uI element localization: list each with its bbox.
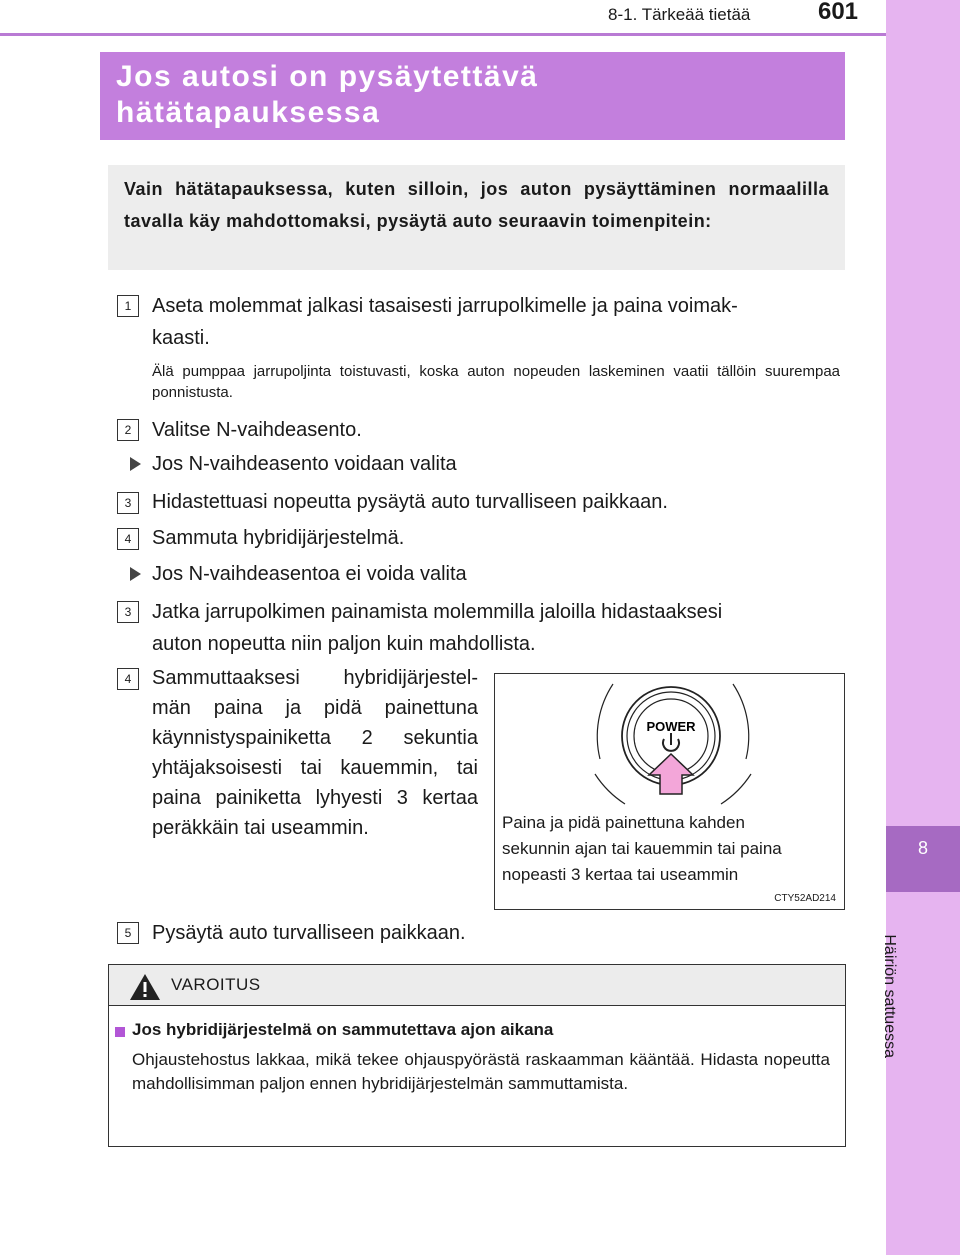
step-number: 3	[117, 601, 139, 623]
step-note: Älä pumppaa jarrupoljinta toistuvasti, koska auton nopeuden laskeminen vaatii tällöin suurempaa ponnistusta.	[152, 363, 840, 401]
step-text-line: Jatka jarrupolkimen painamista molemmilla jaloilla hidastaaksesi	[152, 601, 723, 623]
power-label: POWER	[646, 719, 696, 734]
step-text	[152, 663, 478, 843]
page-title-line1: Jos autosi on pysäytettävä	[116, 60, 539, 93]
page-title	[116, 59, 538, 131]
figure-caption-line: nopeasti 3 kertaa tai useammin	[502, 865, 739, 884]
step-number: 1	[117, 295, 139, 317]
chapter-number-tab	[886, 826, 960, 892]
step-text-line: yhtäjaksoisesti tai kauemmin, tai	[152, 757, 478, 779]
step-text-line: käynnistyspainiketta 2 sekuntia	[152, 727, 478, 749]
warning-triangle-icon	[129, 973, 161, 1001]
condition-heading: Jos N-vaihdeasento voidaan valita	[152, 453, 457, 475]
step-number: 5	[117, 922, 139, 944]
power-button-illustration	[495, 674, 844, 814]
warning-header	[109, 965, 845, 1006]
bullet-square-icon	[115, 1027, 125, 1037]
step-number: 4	[117, 668, 139, 690]
step-text: Pysäytä auto turvalliseen paikkaan.	[152, 922, 466, 944]
figure-caption-line: sekunnin ajan tai kauemmin tai paina	[502, 839, 782, 858]
step-text	[152, 290, 840, 354]
page-title-line2: hätätapauksessa	[116, 96, 381, 129]
step-number: 3	[117, 492, 139, 514]
figure-code: CTY52AD214	[774, 893, 836, 904]
condition-arrow-icon	[130, 457, 141, 471]
step-text	[152, 596, 840, 660]
step-text: Sammuta hybridijärjestelmä.	[152, 527, 405, 549]
page-title-box	[100, 52, 845, 140]
chapter-title: Häiriön sattuessa	[881, 934, 898, 1058]
header-rule	[0, 33, 886, 36]
step-text: Hidastettuasi nopeutta pysäytä auto turvalliseen paikkaan.	[152, 491, 668, 513]
intro-box	[108, 165, 845, 270]
section-title: 8-1. Tärkeää tietää	[608, 5, 751, 24]
step-text-line: män paina ja pidä painettuna	[152, 697, 478, 719]
step-text: Valitse N-vaihdeasento.	[152, 419, 362, 441]
condition-heading: Jos N-vaihdeasentoa ei voida valita	[152, 563, 467, 585]
figure-caption	[502, 810, 844, 888]
warning-title: Jos hybridijärjestelmä on sammutettava ajon aikana	[132, 1020, 554, 1039]
warning-box	[108, 964, 846, 1147]
power-button-figure	[494, 673, 845, 910]
step-text-line: kaasti.	[152, 327, 210, 349]
step-number: 2	[117, 419, 139, 441]
step-text-line: peräkkäin tai useammin.	[152, 817, 369, 839]
figure-caption-line: Paina ja pidä painettuna kahden	[502, 813, 745, 832]
warning-label: VAROITUS	[171, 975, 261, 994]
step-text-line: Sammuttaaksesi hybridijärjestel-	[152, 667, 478, 689]
condition-arrow-icon	[130, 567, 141, 581]
chapter-number: 8	[917, 838, 928, 858]
chapter-side-tab	[886, 0, 960, 1255]
chapter-title-container	[881, 900, 922, 1060]
step-text-line: paina painiketta lyhyesti 3 kertaa	[152, 787, 478, 809]
step-number: 4	[117, 528, 139, 550]
step-text-line: auton nopeutta niin paljon kuin mahdollista.	[152, 633, 536, 655]
intro-text: Vain hätätapauksessa, kuten silloin, jos auton pysäyttäminen normaalilla tavalla käy mahdottomaksi, pysäytä auto seuraavin toimenpitein:	[124, 179, 829, 231]
page-number: 601	[790, 0, 886, 24]
step-text-line: Aseta molemmat jalkasi tasaisesti jarrupolkimelle ja paina voimak-	[152, 295, 738, 317]
warning-text: Ohjaustehostus lakkaa, mikä tekee ohjauspyörästä raskaamman kääntää. Hidasta nopeutta mahdollisimman paljon ennen hybridijärjestelmän sammuttamista.	[132, 1050, 830, 1093]
